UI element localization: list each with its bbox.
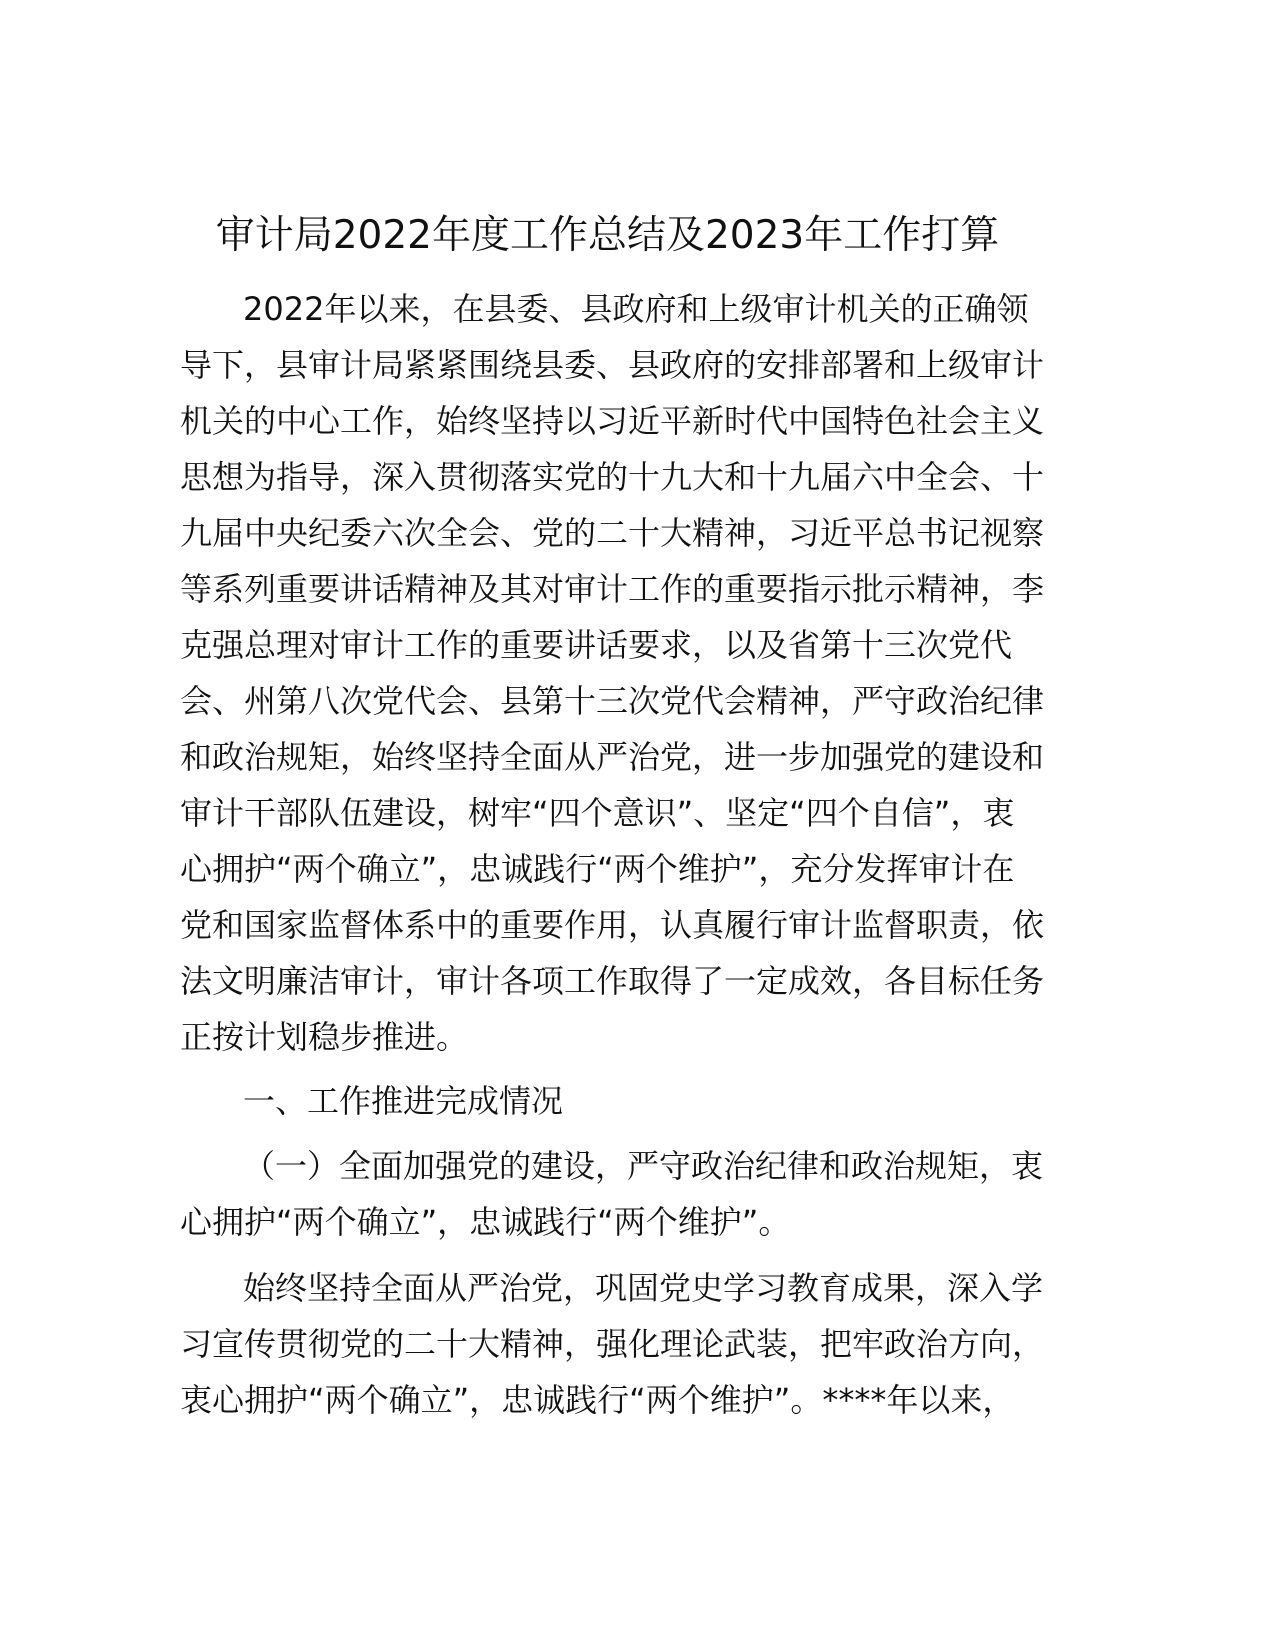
paragraph-line: 思想为指导，深入贯彻落实党的十九大和十九届六中全会、十 [180,458,1045,496]
subsection-heading-line: 心拥护“两个确立”，忠诚践行“两个维护”。 [180,1203,791,1241]
paragraph-line: 克强总理对审计工作的重要讲话要求，以及省第十三次党代 [180,626,1013,664]
subsection-heading-line: （一）全面加强党的建设，严守政治纪律和政治规矩，衷 [243,1147,1044,1185]
paragraph-line: 习宣传贯彻党的二十大精神，强化理论武装，把牢政治方向， [180,1325,1045,1363]
section-heading-line: 一、工作推进完成情况 [243,1082,564,1120]
paragraph-line: 正按计划稳步推进。 [180,1018,469,1056]
paragraph-line: 法文明廉洁审计，审计各项工作取得了一定成效，各目标任务 [180,962,1045,1000]
paragraph-line: 审计干部队伍建设，树牢“四个意识”、坚定“四个自信”，衷 [180,794,1015,832]
paragraph-line: 机关的中心工作，始终坚持以习近平新时代中国特色社会主义 [180,402,1045,440]
paragraph-line: 始终坚持全面从严治党，巩固党史学习教育成果，深入学 [243,1269,1044,1307]
document-title: 审计局2022年度工作总结及2023年工作打算 [215,213,1000,258]
paragraph-line: 衷心拥护“两个确立”，忠诚践行“两个维护”。****年以来， [180,1381,1015,1419]
paragraph-line: 心拥护“两个确立”，忠诚践行“两个维护”，充分发挥审计在 [180,850,1015,888]
paragraph-line: 会、州第八次党代会、县第十三次党代会精神，严守政治纪律 [180,682,1045,720]
paragraph-line: 等系列重要讲话精神及其对审计工作的重要指示批示精神，李 [180,570,1045,608]
paragraph-line: 九届中央纪委六次全会、党的二十大精神，习近平总书记视察 [180,514,1045,552]
paragraph-line: 党和国家监督体系中的重要作用，认真履行审计监督职责，依 [180,906,1045,944]
paragraph-line: 和政治规矩，始终坚持全面从严治党，进一步加强党的建设和 [180,738,1045,776]
paragraph-line: 导下，县审计局紧紧围绕县委、县政府的安排部署和上级审计 [180,346,1045,384]
paragraph-line: 2022年以来，在县委、县政府和上级审计机关的正确领 [243,290,1029,328]
